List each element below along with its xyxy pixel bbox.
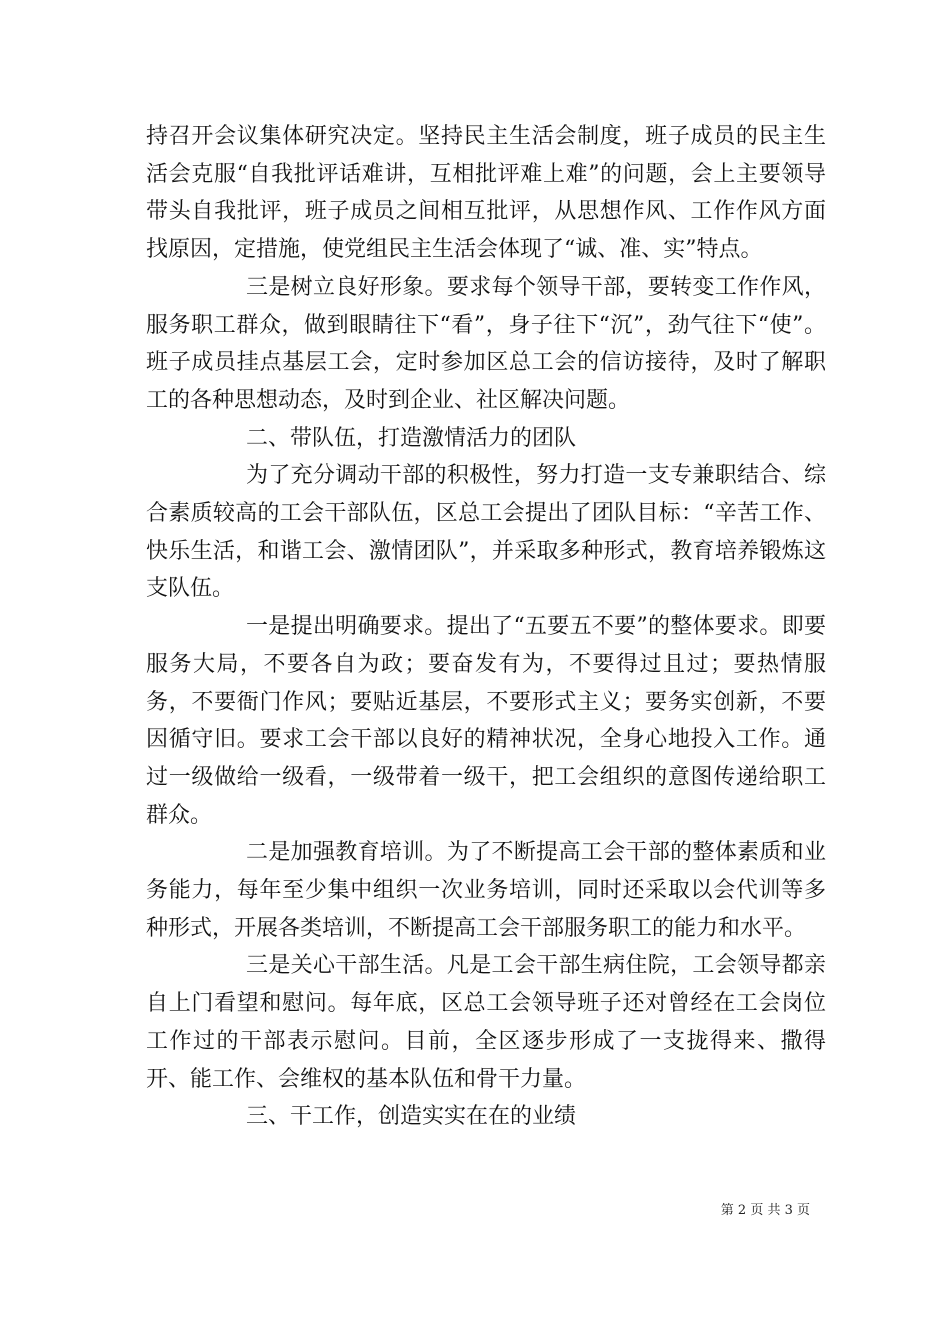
page-number: 第 2 页 共 3 页 (720, 1203, 810, 1218)
paragraph-continuation: 持召开会议集体研究决定。坚持民主生活会制度，班子成员的民主生活会克服“自我批评话难讲，互相批评难上难”的问题，会上主要领导带头自我批评，班子成员之间相互批评，从思想作风、工作作风方面找原因，定措施，使党组民主生活会体现了“诚、准、实”特点。 (146, 124, 826, 263)
section-heading-team: 二、带队伍，打造激情活力的团队 (246, 425, 577, 451)
paragraph-training: 二是加强教育培训。为了不断提高工会干部的整体素质和业务能力，每年至少集中组织一次业务培训，同时还采取以会代训等多种形式，开展各类培训，不断提高工会干部服务职工的能力和水平。 (146, 840, 826, 941)
paragraph-clear-requirements: 一是提出明确要求。提出了“五要五不要”的整体要求。即要服务大局，不要各自为政；要奋发有为，不要得过且过；要热情服务，不要衙门作风；要贴近基层，不要形式主义；要务实创新，不要因循守旧。要求工会干部以良好的精神状况，全身心地投入工作。通过一级做给一级看，一级带着一级干，把工会组织的意图传递给职工群众。 (146, 614, 826, 828)
section-heading-work: 三、干工作，创造实实在在的业绩 (246, 1104, 577, 1130)
paragraph-care-cadres: 三是关心干部生活。凡是工会干部生病住院，工会领导都亲自上门看望和慰问。每年底，区总工会领导班子还对曾经在工会岗位工作过的干部表示慰问。目前，全区逐步形成了一支拢得来、撒得开、能工作、会维权的基本队伍和骨干力量。 (146, 953, 826, 1092)
paragraph-good-image: 三是树立良好形象。要求每个领导干部，要转变工作作风，服务职工群众，做到眼睛往下“看”，身子往下“沉”，劲气往下“使”。班子成员挂点基层工会，定时参加区总工会的信访接待，及时了解职工的各种思想动态，及时到企业、社区解决问题。 (146, 274, 826, 413)
paragraph-team-goal: 为了充分调动干部的积极性，努力打造一支专兼职结合、综合素质较高的工会干部队伍，区总工会提出了团队目标：“辛苦工作、快乐生活，和谐工会、激情团队”，并采取多种形式，教育培养锻炼这支队伍。 (146, 463, 826, 602)
document-body (146, 118, 826, 1136)
